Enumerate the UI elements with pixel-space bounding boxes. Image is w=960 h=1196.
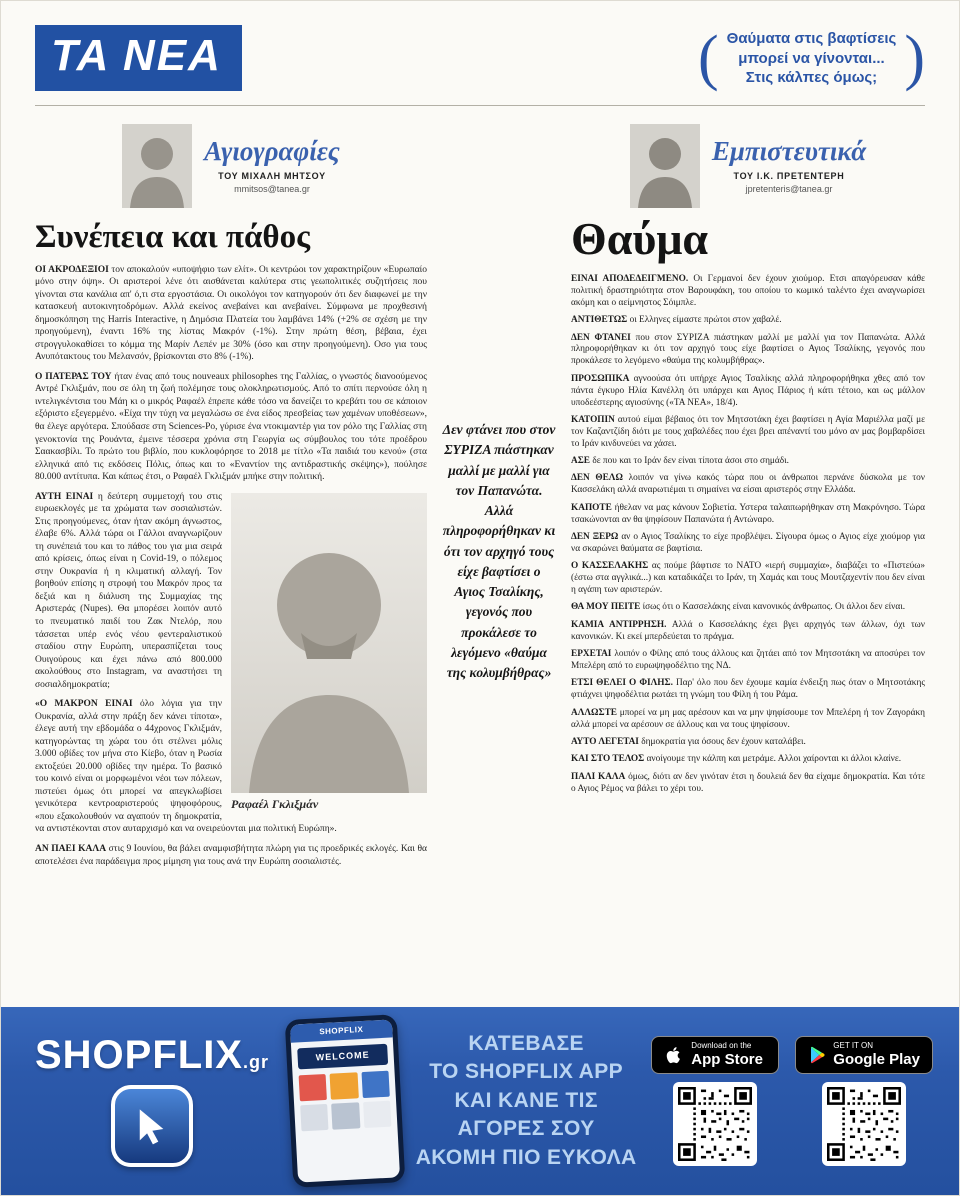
article-paragraph [571,708,925,732]
paragraph-lead: ΕΡΧΕΤΑΙ [571,649,612,660]
article-paragraph [571,754,925,766]
article-paragraph [571,737,925,749]
shopflix-brand-block [27,1035,277,1167]
paragraph-lead: ΑΝΤΙΘΕΤΩΣ [571,315,628,326]
article-paragraph [571,473,925,497]
paragraph-text: ας πούμε βάφτισε το ΝΑΤΟ «ιερή συμμαχία», διαβάζει το «Πιστεύω» (έστω στα αγγλικά...) και καταδικάζει το Ιράν, τη Χαμάς και τους Μουτζαχεντίν που δεν είναι η αγάπη των αριστερών. [571,561,925,596]
paragraph-text: όμως, διότι αν δεν γινόταν έτσι η δουλειά δεν θα είχαμε δημοκρατία. Και τότε ο Αγιος Ρέμος να βάλει το χέρι του. [571,771,925,794]
product-tile [300,1104,329,1131]
paragraph-text: ήταν ένας από τους nouveaux philosophes της Γαλλίας, ο γνωστός διανοούμενος Αντρέ Γκλιξμάν, που σε όλη τη ζωή πολέμησε τους ολοκληρωτισμούς. Από το σπίτι περνούσε όλη η ιντελιγκέντσια του Μάη κι ο μικρός Ραφαέλ έπρεπε κάθε τόσο να δανείζει το κρεβάτι του σε κάποιον εξόριστο εξεγερμένο. «Είχα την τύχη να μεγαλώσω σε ένα είδος πρεσβείας των χαμένων υποθέσεων», θα έλεγε αργότερα. Σπούδασε στη Sciences-Po, γύρισε ένα ντοκιμαντέρ για τον ρόλο της Γαλλίας στη γενοκτονία της Ρουάντα, έμεινε τέσσερα χρόνια στη Γεωργία ως σύμβουλος του τότε προέδρου Σαακασβίλι. Το πρώτο του βιβλίο, που κυκλοφόρησε το 2018 με τίτλο «Τα παιδιά του κενού» (στα ελληνικά από τις εκδόσεις Πόλις, όπως και το «Εναντίον της αντιδραστικής σκέψης»), πούλησε 80.000 αντίτυπα. Και κάπως έτσι, ο Ραφαέλ Γκλιξμάν μπήκε στην πολιτική. [35,371,427,483]
paragraph-lead: ΟΙ ΑΚΡΟΔΕΞΙΟΙ [35,264,109,275]
paragraph-lead: ΠΡΟΣΩΠΙΚΑ [571,373,630,384]
author-block-mitsos [35,124,427,208]
product-tile [331,1102,360,1129]
product-tile [361,1071,390,1098]
article-paragraph [571,333,925,369]
ta-nea-logo-text: ΤΑ ΝΕΑ [51,31,222,80]
article-paragraph [35,843,427,868]
paragraph-lead: Ο ΚΑΣΣΕΛΑΚΗΣ [571,561,649,572]
paragraph-lead: ΑΣΕ [571,456,590,467]
byline-right: ΤΟΥ Ι.Κ. ΠΡΕΤΕΝΤΕΡΗ [733,171,845,182]
qr-code-app-store [673,1082,757,1166]
article-paragraph [571,620,925,644]
article-left [35,124,427,956]
paragraph-text: όλο λόγια για την Ουκρανία, αλλά στην πράξη δεν κάνει τίποτα», έλεγε αυτή την εβδομάδα ο 44χρονος Γκλιξμάν, κατηγορώντας τη χώρα του ότι στέλνει μόλις 3.000 οβίδες τον μήνα στο Κίεβο, όταν η Ρωσία εκτοξεύει 20.000 οβίδες την ημέρα. Το βασικό του κοινό είναι οι μορφωμένοι νέοι των πόλεων, πιστεύει όμως ότι μπορεί να απεγκλωβίσει γενικότερα κεντροαριστερούς ψηφοφόρους, «που εξακολουθούν να αγαπούν τη δημοκρατία, να αντιστέκονται στον αυταρχισμό και να ονειρεύονται μια πολιτική Ευρώπη». [35,699,337,835]
article-paragraph [571,532,925,556]
ta-nea-logo [35,25,242,91]
phone-app-header: SHOPFLIX [290,1019,393,1042]
google-play-badge[interactable] [795,1036,933,1074]
product-tile [363,1101,392,1128]
article-paragraph [35,264,427,364]
ad-copy-line-4: ΑΚΟΜΗ ΠΙΟ ΕΥΚΟΛΑ [415,1145,637,1169]
article-paragraph [571,602,925,614]
paragraph-text: αυτού είμαι βέβαιος ότι τον Μητσοτάκη έχει βαφτίσει η Αγία Μαριέλλα μαζί με τον Καζαντζίδη διότι με τους χαβαλέδες που έχει βρει απέναντί του μόνο αν μας βομβαρδίσει το Ιράν κινδυνεύει να χάσει. [571,414,925,449]
shopflix-brand-suffix: .gr [243,1052,270,1072]
author-photo-mitsos [122,124,192,208]
paragraph-text: αν ο Αγιος Τσαλίκης το είχε προβλέψει. Σίγουρα όμως ο Αγιος είχε χιούμορ για να σκαρώνει θαύματα σε βαφτίσια. [571,532,925,554]
section-title-right: Εμπιστευτικά [711,135,867,166]
google-play-column [795,1036,933,1166]
app-store-column [651,1036,779,1166]
photo-caption: Ραφαέλ Γκλιξμάν [231,796,319,811]
paragraph-text: ίσως ότι ο Κασσελάκης είναι κανονικός άνθρωπος. Οι άλλοι δεν είναι. [642,602,906,613]
section-title-left: Αγιογραφίες [204,135,340,166]
paragraph-text: τον αποκαλούν «υποψήφιο των ελίτ». Οι κεντρώοι τον χαρακτηρίζουν «Ευρωπαίο μόνο στην όψη». Οι αριστεροί λένε ότι αισθάνεται καλύτερα στις γεωπολιτικές συζητήσεις που γίνονται στα κανάλια απ' ό,τι στα εργοστάσια. Οι οικολόγοι τον κατηγορούν ότι δεν διαφωνεί με την κατασκευή αυτοκινητοδρόμων. Αλλά εκείνος ανεβαίνει και ανεβαίνει. Σύμφωνα με προχθεσινή δημοσκόπηση της Harris Interactive, η Δημόσια Πλατεία του λαμβάνει 14% (+2% σε σχέση με την προηγούμενη), έναντι 16% της λίστας Μακρόν (-1%). Στην πρώτη θέση, βέβαια, έχει στρογγυλοκαθίσει το κόμμα της Μαρίν Λεπέν με 30% (όσο και στην προηγούμενη). Οσο για τους Ανυπότακτους του Μελανσόν, βρίσκονται στο 8% (-1%). [35,264,427,363]
paragraph-lead: ΚΑΜΙΑ ΑΝΤΙΡΡΗΣΗ. [571,619,667,630]
paragraph-text: λοιπόν ο Φίλης από τους άλλους και ζητάει από τον Μητσοτάκη να αποσύρει τον Μπελέρη από το ευρωψηφοδέλτιο της ΝΔ. [571,649,925,672]
author-email-left: mmitsos@tanea.gr [234,183,310,194]
shopflix-ad-banner [1,1007,959,1195]
qr-code-google-play [822,1082,906,1166]
paragraph-lead: ΚΑΤΟΠΙΝ [571,414,615,425]
masthead [1,1,959,91]
ad-copy-line-2: ΤΟ SHOPFLIX APP [429,1060,624,1084]
page-columns [1,106,959,956]
paragraph-text: αγνοούσα ότι υπήρχε Αγιος Τσαλίκης αλλά πληροφορήθηκα χθες από τον πάντα έγκυρο Ηλία Κανέλλη ότι υπάρχει και Αγιος Πάριος ή κάτι τέτοιο, και ως μάλλον υποδεέστερης αγιοσύνης («ΤΑ ΝΕΑ», 18/4). [571,373,926,408]
app-store-small-text: Download on the [691,1040,752,1050]
article-paragraph [571,561,925,597]
ad-copy-line-3: ΚΑΙ ΚΑΝΕ ΤΙΣ ΑΓΟΡΕΣ ΣΟΥ [454,1088,598,1141]
article-paragraph [35,371,427,484]
paragraph-lead: ΔΕΝ ΞΕΡΩ [571,532,619,543]
paragraph-text: που στον ΣΥΡΙΖΑ πιάστηκαν μαλλί με μαλλί για τον Παπανώτα. Αλλά πληροφορήθηκαν κι ότι τον αρχηγό τους είχε βαφτίσει ο Αγιος Τσαλίκης, γεγονός που προκάλεσε το λεγόμενο «θαύμα της κολυμβήθρας». [571,332,926,367]
paragraph-lead: ΕΙΝΑΙ ΑΠΟΔΕΔΕΙΓΜΕΝΟ. [571,274,689,284]
front-teaser [698,23,925,92]
article-paragraph [571,374,925,410]
paragraph-text: λοιπόν να γίνω κακός τώρα που οι άνθρωποι περνάνε δύσκολα με τον Κασσελάκη αλλά αναρωτιέμαι τι σημαίνει να είσαι αριστερός στην Ελλάδα. [571,473,925,496]
paragraph-text: η δεύτερη συμμετοχή του στις ευρωεκλογές με τα χρώματα των σοσιαλιστών. Στις προηγούμενες, όταν ήταν ακόμη άγνωστος, έλαβε 6%. Αλλά τώρα οι Γάλλοι αναγνωρίζουν τη συνέπειά του και το πάθος του για μια σειρά από κρίσεις, όπως είναι η Covid-19, ο πόλεμος στην Ουκρανία ή η κλιματική αλλαγή. Τον βοηθούν επίσης η στροφή του Μακρόν προς τα δεξιά και η διάλυση της Συμμαχίας της Αριστεράς (Nupes). Θα μπορέσει λοιπόν αυτό το πνευματικό παιδί του Ζακ Ντελόρ, που τάσσεται υπέρ ενός νέου φεντεραλιστικού σταδίου στην Ευρώπη, υπερασπίζεται τους Ουιγούρους και έχει πάνω από 800.000 ακολούθους στο Instagram, να αναστήσει τη σοσιαλδημοκρατία; [35,491,222,690]
paragraph-lead: Ο ΠΑΤΕΡΑΣ ΤΟΥ [35,371,112,382]
article-right [571,124,925,956]
article-paragraph [571,772,925,796]
article-paragraph [571,456,925,468]
shopflix-cursor-logo [111,1085,193,1167]
paragraph-text: Αλλά ο Κασσελάκης έχει βγει αρχηγός των άλλων, όχι των κανονικών. Κι εκεί μπερδεύεται το πράγμα. [571,619,925,642]
article-paragraph [571,274,925,310]
paragraph-lead: ΔΕΝ ΦΤΑΝΕΙ [571,332,631,343]
google-play-small-text: GET IT ON [833,1040,874,1050]
teaser-line-1: Θαύματα στις βαφτίσεις [726,30,897,47]
author-email-right: jpretenteris@tanea.gr [745,183,833,194]
teaser-line-2: μπορεί να γίνονται... [738,49,885,67]
article-paragraph [571,415,925,451]
article-paragraph [571,315,925,327]
cursor-arrow-icon [131,1105,173,1147]
glucksmann-photo-figure [231,493,427,812]
article-paragraph [571,649,925,673]
pull-quote-column [441,124,557,956]
google-play-icon [808,1046,826,1064]
store-badges [651,1036,933,1166]
paragraph-lead: ΕΤΣΙ ΘΕΛΕΙ Ο ΦΙΛΗΣ. [571,678,673,689]
author-block-pretenteris [571,124,925,208]
paragraph-text: Οι Γερμανοί δεν έχουν χιούμορ. Ετσι απαγόρευσαν κάθε πολιτική δραστηριότητα στον Βαρουφάκη, του οποίου το κωμικό ταλέντο έχει αναγνωρίσει ακόμη και ο αείμνηστος Σόιμπλε. [571,274,926,308]
paragraph-text: στις 9 Ιουνίου, θα βάλει αναμφισβήτητα πλώρη για τις προεδρικές εκλογές. Και θα αποτελέσει ένα παράδειγμα προς μίμηση για τους ανά την Ευρώπη σοσιαλιστές. [35,844,427,867]
teaser-line-3: Στις κάλπες όμως; [745,69,878,86]
byline-left: ΤΟΥ ΜΙΧΑΛΗ ΜΗΤΣΟΥ [218,171,326,182]
phone-welcome-banner: WELCOME [297,1044,388,1070]
headline-right: Θαύμα [571,213,709,264]
article-body-left [35,264,427,875]
paragraph-lead: ΚΑΠΟΤΕ [571,502,612,513]
paragraph-lead: ΑΥΤΟ ΛΕΓΕΤΑΙ [571,737,639,747]
ad-copy [413,1030,639,1172]
product-tile [330,1072,359,1099]
app-store-badge[interactable] [651,1036,779,1074]
glucksmann-photo [231,493,427,793]
paragraph-lead: ΠΑΛΙ ΚΑΛΑ [571,771,626,782]
paragraph-lead: ΑΛΛΩΣΤΕ [571,707,617,718]
paragraph-lead: ΘΑ ΜΟΥ ΠΕΙΤΕ [571,602,641,613]
paragraph-text: ήθελαν να μας κάνουν Σοβιετία. Υστερα ταλαιπωρήθηκαν στη Μακρόνησο. Τώρα τσακώνονται αν θα ψηφίσουν Παπανώτα ή Αντώναρο. [571,502,925,525]
paragraph-lead: ΑΝ ΠΑΕΙ ΚΑΛΑ [35,844,107,855]
paragraph-text: μπορεί να μη μας αρέσουν και να μην ψηφίσουμε τον Μπελέρη ή τον Ζαγοράκη αλλά μπορεί να αρέσουν σε άλλους και να τους ψηφίσουν. [571,707,926,730]
pull-quote: Δεν φτάνει που στον ΣΥΡΙΖΑ πιάστηκαν μαλλί με μαλλί για τον Παπανώτα. Αλλά πληροφορήθηκαν κι ότι τον αρχηγό τους είχε βαφτίσει ο Αγιος Τσαλίκης, γεγονός που προκάλεσε το λεγόμενο «θαύμα της κολυμβήθρας» [442,422,556,680]
paragraph-text: δημοκρατία για όσους δεν έχουν καταλάβει. [641,737,806,747]
shopflix-logo-text [27,1035,277,1075]
paragraph-lead: ΚΑΙ ΣΤΟ ΤΕΛΟΣ [571,754,645,765]
app-store-big-text: App Store [691,1050,763,1068]
paragraph-text: Παρ' όλο που δεν έχουμε καμία ένδειξη πως όταν ο Μητσοτάκης φτιάχνει ψηφοδέλτια ρωτάει τη γνώμη του Φίλη ή του Ράμα. [571,678,926,701]
phone-mockup [285,1014,406,1188]
headline-left: Συνέπεια και πάθος [35,219,311,255]
paren-close-icon: ) [904,23,925,92]
paragraph-lead: ΑΥΤΗ ΕΙΝΑΙ [35,491,94,502]
paragraph-text: δε που και το Ιράν δεν είναι τίποτα άσοι στο σημάδι. [592,456,789,467]
phone-screen [290,1019,400,1182]
paragraph-text: οι Ελληνες είμαστε πρώτοι στον χαβαλέ. [629,315,782,326]
author-photo-pretenteris [630,124,700,208]
paragraph-text: ανοίγουμε την κάλπη και μετράμε. Αλλοι χαίρονται κι άλλοι κλαίνε. [646,754,902,765]
article-body-right [571,274,925,796]
article-paragraph [571,678,925,702]
paragraph-lead: «Ο ΜΑΚΡΟΝ ΕΙΝΑΙ [35,699,133,710]
paragraph-lead: ΔΕΝ ΘΕΛΩ [571,473,623,484]
ad-copy-line-1: ΚΑΤΕΒΑΣΕ [468,1032,584,1056]
apple-icon [664,1045,684,1065]
paren-open-icon: ( [698,23,719,92]
google-play-big-text: Google Play [833,1050,920,1068]
phone-product-tiles [292,1068,397,1133]
article-paragraph [571,503,925,527]
product-tile [299,1074,328,1101]
shopflix-brand: SHOPFLIX [34,1033,243,1077]
